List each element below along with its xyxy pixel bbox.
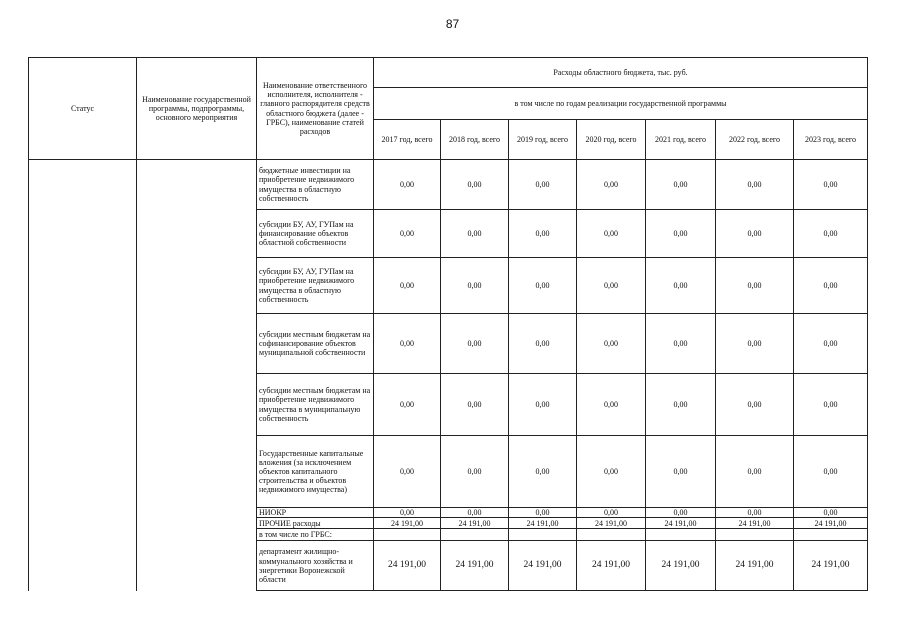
value-2019: 0,00 (509, 436, 577, 508)
value-2021: 24 191,00 (646, 541, 716, 591)
value-2017: 0,00 (374, 210, 441, 258)
header-year-2023: 2023 год, всего (794, 120, 868, 160)
value-2019: 0,00 (509, 210, 577, 258)
value-2023: 0,00 (794, 374, 868, 436)
value-2022: 0,00 (716, 210, 794, 258)
value-2018: 0,00 (441, 314, 509, 374)
value-2022: 0,00 (716, 160, 794, 210)
value-2021: 0,00 (646, 508, 716, 518)
header-year-2020: 2020 год, всего (577, 120, 646, 160)
value-2018: 0,00 (441, 508, 509, 518)
expense-item-name: бюджетные инвестиции на приобретение недвижимого имущества в областную собственность (257, 160, 374, 210)
value-2017 (374, 529, 441, 541)
value-2019: 0,00 (509, 160, 577, 210)
expense-item-name: субсидии местным бюджетам на софинансирование объектов муниципальной собственности (257, 314, 374, 374)
expense-item-name: Государственные капитальные вложения (за исключением объектов капитального строительства и объектов недвижимого имущества) (257, 436, 374, 508)
expense-item-name: субсидии БУ, АУ, ГУПам на приобретение недвижимого имущества в областную собственность (257, 258, 374, 314)
budget-table (28, 57, 868, 591)
value-2017: 0,00 (374, 258, 441, 314)
value-2017: 0,00 (374, 374, 441, 436)
value-2022: 24 191,00 (716, 518, 794, 529)
value-2019 (509, 529, 577, 541)
value-2017: 0,00 (374, 436, 441, 508)
header-year-2019: 2019 год, всего (509, 120, 577, 160)
value-2023 (794, 529, 868, 541)
value-2020: 0,00 (577, 374, 646, 436)
header-year-2017: 2017 год, всего (374, 120, 441, 160)
value-2019: 0,00 (509, 258, 577, 314)
value-2017: 24 191,00 (374, 541, 441, 591)
value-2023: 0,00 (794, 508, 868, 518)
value-2020: 0,00 (577, 210, 646, 258)
value-2017: 0,00 (374, 314, 441, 374)
value-2021: 0,00 (646, 314, 716, 374)
status-cell (29, 160, 137, 591)
expense-item-name: НИОКР (257, 508, 374, 518)
value-2023: 0,00 (794, 210, 868, 258)
value-2021: 0,00 (646, 210, 716, 258)
header-by-year: в том числе по годам реализации государственной программы (374, 88, 868, 120)
value-2020: 24 191,00 (577, 541, 646, 591)
value-2023: 24 191,00 (794, 541, 868, 591)
header-status: Статус (29, 58, 137, 160)
value-2020: 0,00 (577, 258, 646, 314)
value-2020: 0,00 (577, 314, 646, 374)
value-2023: 24 191,00 (794, 518, 868, 529)
value-2017: 24 191,00 (374, 518, 441, 529)
value-2018: 0,00 (441, 436, 509, 508)
value-2020: 0,00 (577, 160, 646, 210)
value-2023: 0,00 (794, 436, 868, 508)
value-2021: 0,00 (646, 374, 716, 436)
value-2018: 0,00 (441, 210, 509, 258)
value-2023: 0,00 (794, 314, 868, 374)
header-year-2018: 2018 год, всего (441, 120, 509, 160)
value-2020: 0,00 (577, 436, 646, 508)
value-2022: 0,00 (716, 258, 794, 314)
value-2022: 0,00 (716, 314, 794, 374)
expense-item-name: субсидии местным бюджетам на приобретение недвижимого имущества в муниципальную собственность (257, 374, 374, 436)
value-2018: 0,00 (441, 374, 509, 436)
header-year-2022: 2022 год, всего (716, 120, 794, 160)
expense-item-name: ПРОЧИЕ расходы (257, 518, 374, 529)
value-2023: 0,00 (794, 258, 868, 314)
expense-item-name: в том числе по ГРБС: (257, 529, 374, 541)
value-2021: 0,00 (646, 436, 716, 508)
value-2021: 0,00 (646, 258, 716, 314)
value-2019: 0,00 (509, 314, 577, 374)
value-2019: 0,00 (509, 374, 577, 436)
value-2023: 0,00 (794, 160, 868, 210)
value-2021: 0,00 (646, 160, 716, 210)
value-2018 (441, 529, 509, 541)
value-2017: 0,00 (374, 508, 441, 518)
value-2021: 24 191,00 (646, 518, 716, 529)
value-2022: 0,00 (716, 508, 794, 518)
header-expenses: Расходы областного бюджета, тыс. руб. (374, 58, 868, 88)
value-2018: 0,00 (441, 258, 509, 314)
value-2022: 0,00 (716, 374, 794, 436)
program-name-cell (137, 160, 257, 591)
page-number: 87 (445, 17, 460, 31)
value-2019: 0,00 (509, 508, 577, 518)
value-2020: 24 191,00 (577, 518, 646, 529)
value-2018: 0,00 (441, 160, 509, 210)
value-2020 (577, 529, 646, 541)
expense-item-name: департамент жилищно-коммунального хозяйства и энергетики Воронежской области (257, 541, 374, 591)
header-executor: Наименование ответственного исполнителя, исполнителя - главного распорядителя средств областного бюджета (далее - ГРБС), наименование статей расходов (257, 58, 374, 160)
table-row (29, 160, 868, 210)
value-2022 (716, 529, 794, 541)
value-2020: 0,00 (577, 508, 646, 518)
value-2018: 24 191,00 (441, 518, 509, 529)
header-program-name: Наименование государственной программы, подпрограммы, основного мероприятия (137, 58, 257, 160)
value-2018: 24 191,00 (441, 541, 509, 591)
value-2022: 24 191,00 (716, 541, 794, 591)
value-2019: 24 191,00 (509, 541, 577, 591)
value-2022: 0,00 (716, 436, 794, 508)
expense-item-name: субсидии БУ, АУ, ГУПам на финансирование объектов областной собственности (257, 210, 374, 258)
header-year-2021: 2021 год, всего (646, 120, 716, 160)
value-2021 (646, 529, 716, 541)
value-2019: 24 191,00 (509, 518, 577, 529)
value-2017: 0,00 (374, 160, 441, 210)
